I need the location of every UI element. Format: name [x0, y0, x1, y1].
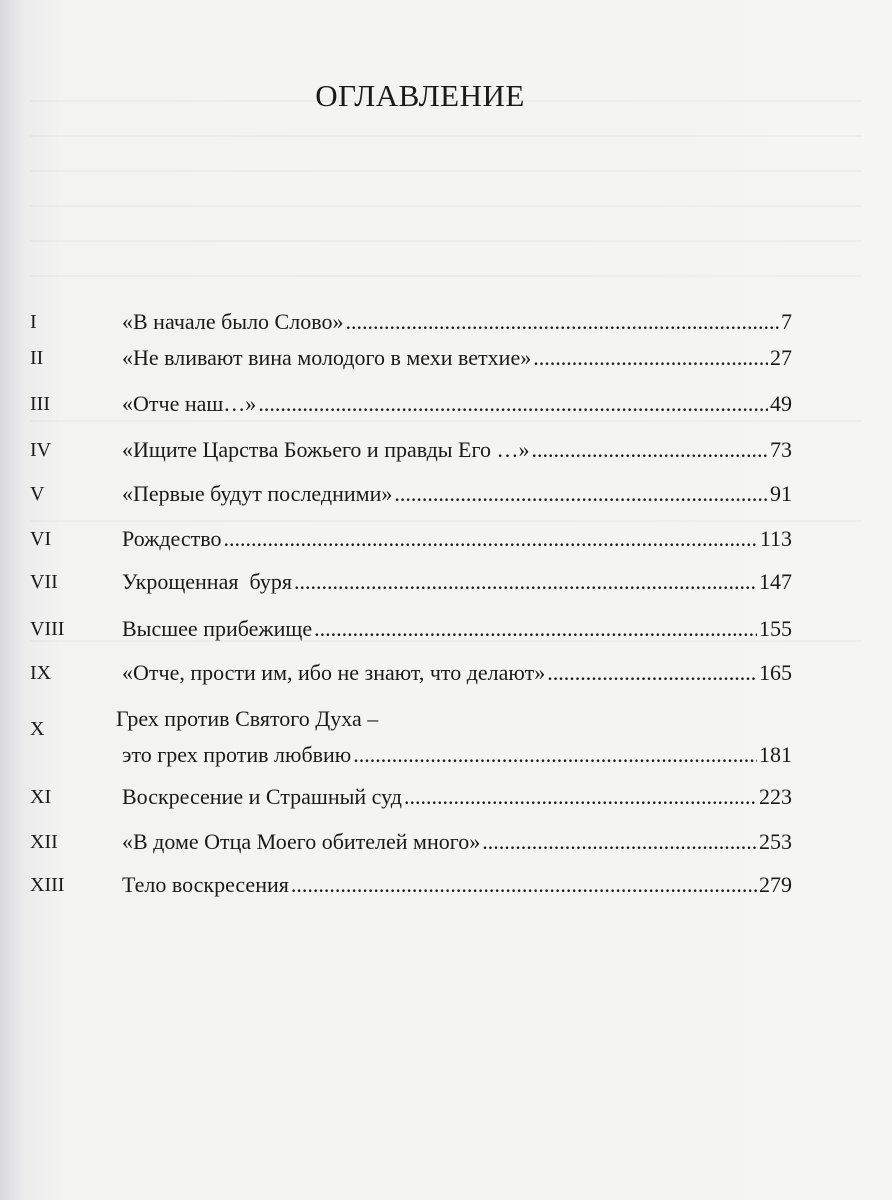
chapter-title-line-1: Грех против Святого Духа – — [116, 706, 379, 731]
chapter-number: IV — [30, 439, 52, 461]
dot-leader — [533, 343, 768, 373]
dot-leader — [314, 614, 757, 644]
dot-leader — [294, 567, 757, 597]
dot-leader — [223, 524, 757, 554]
chapter-number: II — [30, 347, 44, 369]
page-number: 27 — [770, 345, 792, 370]
chapter-title: Рождество — [122, 526, 222, 551]
dot-leader — [531, 435, 768, 465]
page-number: 113 — [759, 526, 792, 551]
page-number: 181 — [759, 742, 792, 767]
chapter-number: XII — [30, 831, 58, 853]
chapter-number: III — [30, 393, 50, 415]
dot-leader — [258, 389, 768, 419]
chapter-number: IX — [30, 662, 52, 684]
dot-leader — [345, 307, 779, 337]
page-number: 73 — [770, 437, 792, 462]
chapter-title: Тело воскресения — [122, 872, 289, 897]
chapter-title: «В начале было Слово» — [122, 309, 344, 334]
page-number: 155 — [759, 616, 792, 641]
chapter-title: Укрощенная буря — [122, 569, 292, 594]
chapter-number: VIII — [30, 618, 65, 640]
chapter-title: «Отче наш…» — [122, 391, 257, 416]
dot-leader — [353, 740, 757, 770]
chapter-title: «В доме Отца Моего обителей много» — [122, 829, 481, 854]
chapter-number: XI — [30, 786, 52, 808]
page-number: 253 — [759, 829, 792, 854]
page-title: ОГЛАВЛЕНИЕ — [315, 78, 525, 113]
chapter-number: V — [30, 483, 45, 505]
dot-leader — [547, 658, 757, 688]
chapter-number: VII — [30, 571, 58, 593]
dot-leader — [394, 479, 768, 509]
chapter-number: XIII — [30, 874, 65, 896]
page-number: 49 — [770, 391, 792, 416]
page-number: 223 — [759, 784, 792, 809]
dot-leader — [482, 827, 757, 857]
chapter-title: «Первые будут последними» — [122, 481, 393, 506]
page-number: 91 — [770, 481, 792, 506]
chapter-title-line-2: это грех против любвию — [122, 742, 352, 767]
dot-leader — [404, 782, 757, 812]
chapter-title: «Отче, прости им, ибо не знают, что делают» — [122, 660, 546, 685]
page-number: 147 — [759, 569, 792, 594]
chapter-title: «Не вливают вина молодого в мехи ветхие» — [122, 345, 532, 370]
chapter-title: Воскресение и Страшный суд — [122, 784, 402, 809]
dot-leader — [291, 870, 757, 900]
chapter-number: VI — [30, 528, 52, 550]
chapter-title: «Ищите Царства Божьего и правды Его …» — [122, 437, 530, 462]
chapter-number: X — [30, 718, 45, 740]
chapter-title: Высшее прибежище — [122, 616, 313, 641]
page-number: 279 — [759, 872, 792, 897]
page-number: 7 — [781, 309, 792, 334]
chapter-number: I — [30, 311, 37, 333]
page-number: 165 — [759, 660, 792, 685]
